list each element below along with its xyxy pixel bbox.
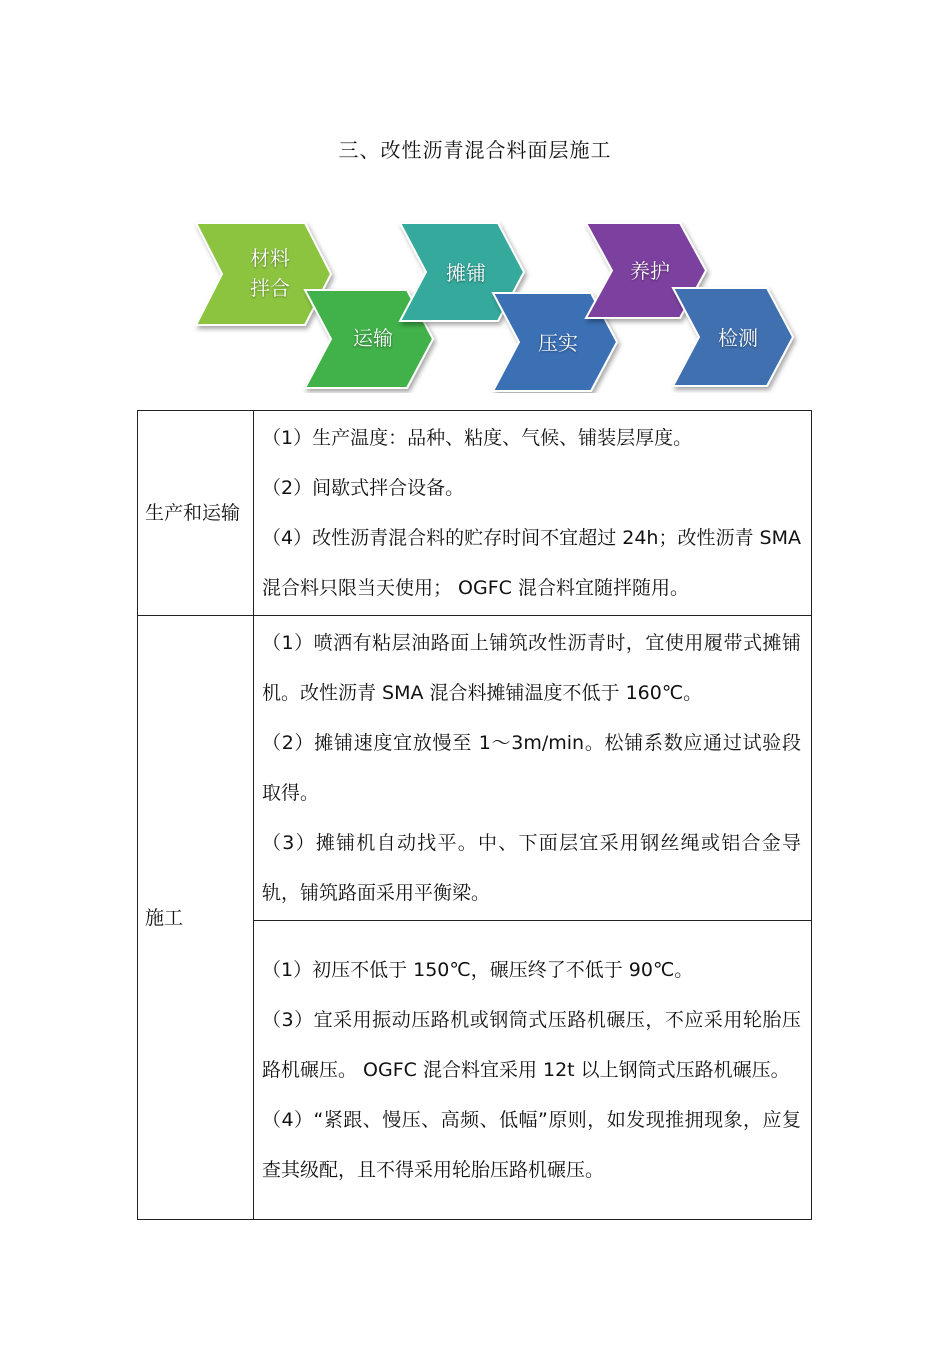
table-row [138,616,812,921]
step-curing-label: 养护 [630,259,670,283]
page-title: 三、改性沥青混合料面层施工 [338,138,612,162]
paragraph: （3）摊铺机自动找平。中、下面层宜采用钢丝绳或铝合金导轨，铺筑路面采用平衡梁。 [262,832,801,904]
row-body-production [254,411,812,616]
step-transport-label: 运输 [353,326,393,350]
paragraph: （3）宜采用振动压路机或钢筒式压路机碾压，不应采用轮胎压路机碾压。 OGFC 混合料宜采用 12t 以上钢筒式压路机碾压。 [262,1009,801,1081]
paragraph: （2）摊铺速度宜放慢至 1～3m/min。松铺系数应通过试验段取得。 [262,732,801,804]
step-material-mixing-label: 材料 拌合 [250,246,290,300]
step-paving-label: 摊铺 [446,261,486,285]
paragraph: （4）“紧跟、慢压、高频、低幅”原则，如发现推拥现象，应复查其级配，且不得采用轮胎压路机碾压。 [262,1109,801,1181]
table-row [138,411,812,616]
row-category-production [138,411,254,616]
paragraph: （1）初压不低于 150℃，碾压终了不低于 90℃。 [262,959,694,981]
paragraph: （2）间歇式拌合设备。 [262,477,465,499]
row-category-construction [138,616,254,1220]
step-compaction-label: 压实 [538,331,578,355]
row-body-compaction [254,921,812,1220]
paragraph: （1）喷洒有粘层油路面上铺筑改性沥青时，宜使用履带式摊铺机。改性沥青 SMA 混合料摊铺温度不低于 160℃。 [262,632,801,704]
row-body-paving [254,616,812,921]
category-label: 生产和运输 [145,502,241,524]
category-label: 施工 [145,906,184,929]
paragraph: （4）改性沥青混合料的贮存时间不宜超过 24h；改性沥青 SMA 混合料只限当天使用； OGFC 混合料宜随拌随用。 [262,527,801,599]
step-inspection-label: 检测 [718,326,758,350]
paragraph: （1）生产温度：品种、粘度、气候、铺装层厚度。 [262,427,693,449]
construction-table [137,410,812,1220]
process-flow-diagram [193,218,803,393]
